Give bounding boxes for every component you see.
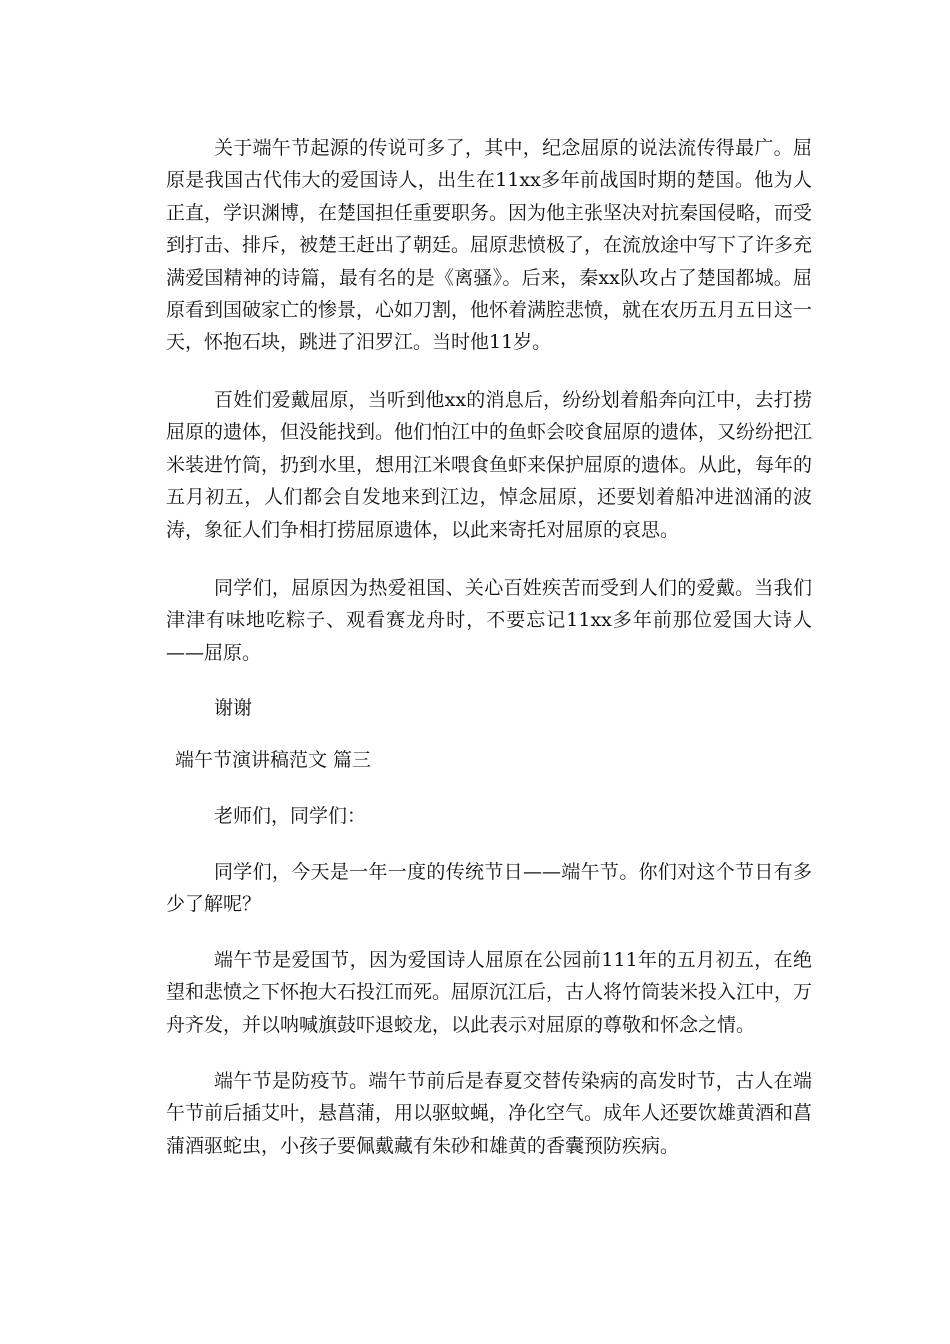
- paragraph-festival-intro: 同学们，今天是一年一度的传统节日——端午节。你们对这个节日有多少了解呢？: [166, 861, 812, 916]
- paragraph-remember-qu-yuan: 同学们，屈原因为热爱祖国、关心百姓疾苦而受到人们的爱戴。当我们津津有味地吃粽子、观看赛龙舟时，不要忘记11xx多年前那位爱国大诗人——屈原。: [166, 577, 812, 664]
- paragraph-people-search: 百姓们爱戴屈原，当听到他xx的消息后，纷纷划着船奔向江中，去打捞屈原的遗体，但没能找到。他们怕江中的鱼虾会咬食屈原的遗体，又纷纷把江米装进竹筒，扔到水里，想用江米喂食鱼虾来保护屈原的遗体。从此，每年的五月初五，人们都会自发地来到江边，悼念屈原，还要划着船冲进汹涌的波涛，象征人们争相打捞屈原遗体，以此来寄托对屈原的哀思。: [166, 389, 813, 541]
- paragraph-epidemic-prevention: 端午节是防疫节。端午节前后是春夏交替传染病的高发时节，古人在端午节前后插艾叶，悬菖蒲，用以驱蚊蝇，净化空气。成年人还要饮雄黄酒和菖蒲酒驱蛇虫，小孩子要佩戴藏有朱砂和雄黄的香囊预防疾病。: [166, 1070, 813, 1157]
- paragraph-patriotic-festival: 端午节是爱国节，因为爱国诗人屈原在公园前111年的五月初五，在绝望和悲愤之下怀抱大石投江而死。屈原沉江后，古人将竹筒装米投入江中，万舟齐发，并以呐喊旗鼓吓退蛟龙，以此表示对屈原的尊敬和怀念之情。: [166, 949, 813, 1036]
- paragraph-thanks: 谢谢: [214, 697, 253, 719]
- greeting: 老师们，同学们：: [214, 805, 367, 827]
- paragraph-qu-yuan-origin: 关于端午节起源的传说可多了，其中，纪念屈原的说法流传得最广。屈原是我国古代伟大的爱国诗人，出生在11xx多年前战国时期的楚国。他为人正直，学识渊博，在楚国担任重要职务。因为他主张坚决对抗秦国侵略，而受到打击、排斥，被楚王赶出了朝廷。屈原悲愤极了，在流放途中写下了许多充满爱国精神的诗篇，最有名的是《离骚》。后来，秦xx队攻占了楚国都城。屈原看到国破家亡的惨景，心如刀割，他怀着满腔悲愤，就在农历五月五日这一天，怀抱石块，跳进了汨罗江。当时他11岁。: [166, 137, 813, 354]
- section-title: 端午节演讲稿范文 篇三: [175, 749, 372, 771]
